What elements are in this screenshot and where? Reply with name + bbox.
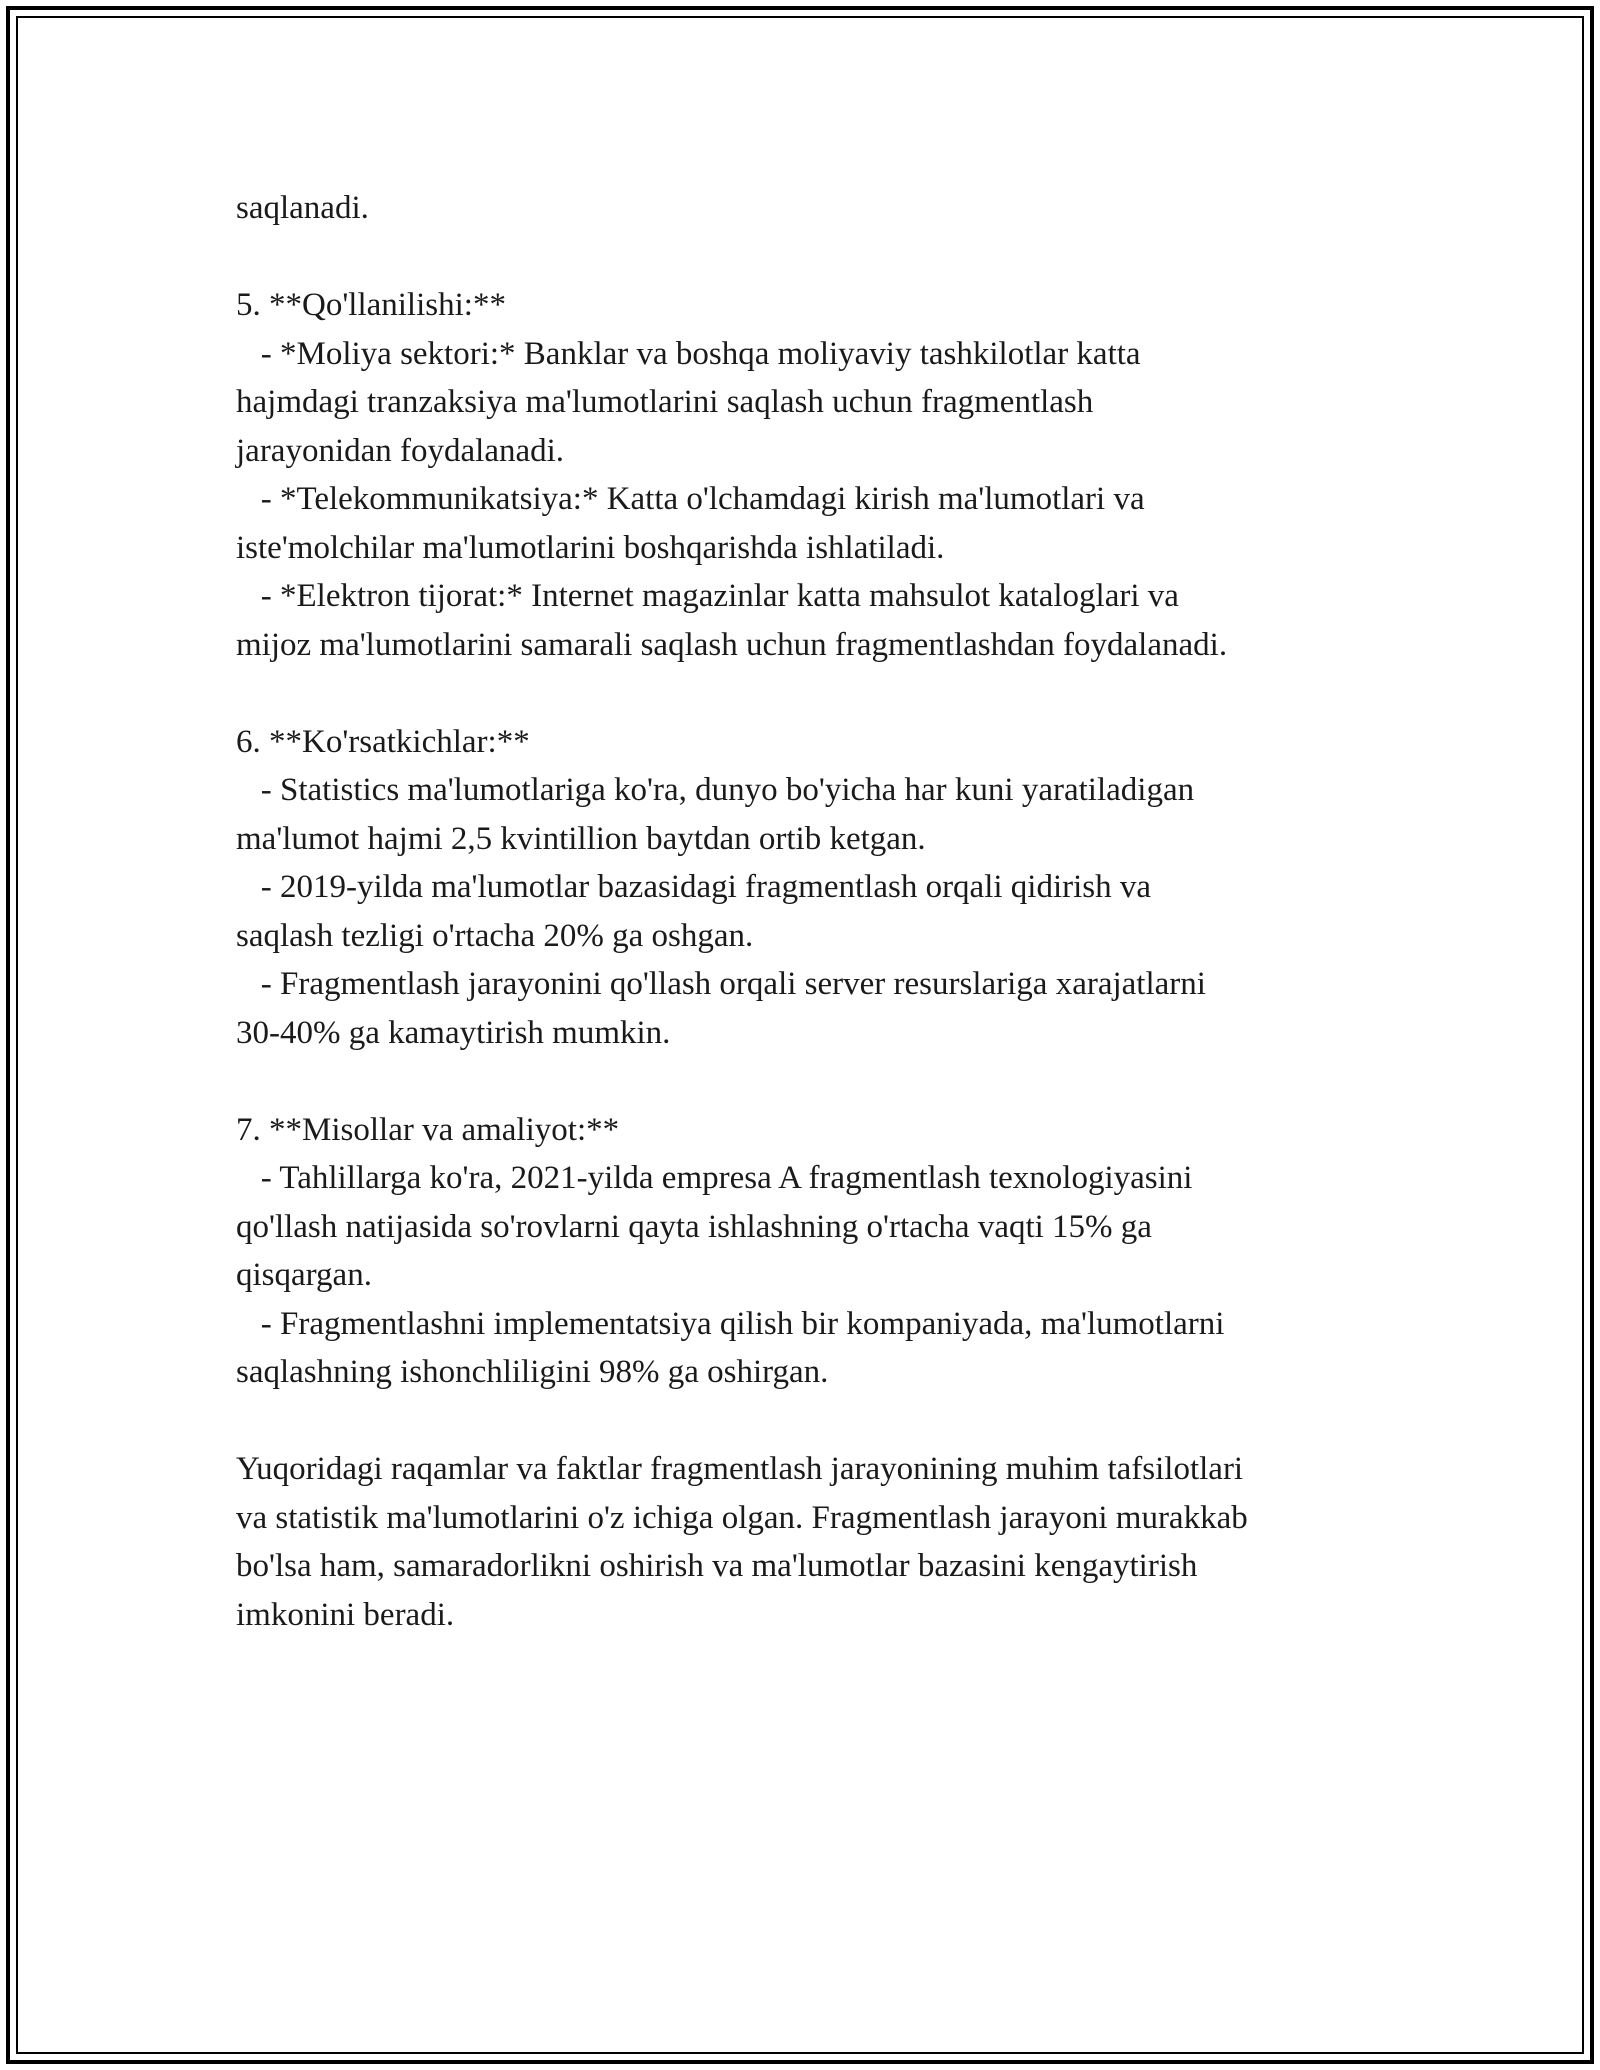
section-heading: 7. **Misollar va amaliyot:** [236,1111,620,1148]
text-line: Yuqoridagi raqamlar va faktlar fragmentlash jarayonining muhim tafsilotlari [236,1451,1244,1487]
text-line: - *Telekommunikatsiya:* Katta o'lchamdagi kirish ma'lumotlari va [236,481,1145,517]
text-line: imkonini beradi. [236,1596,455,1633]
text-line: bo'lsa ham, samaradorlikni oshirish va ma'lumotlar bazasini kengaytirish [236,1548,1198,1584]
section-indicators [236,718,1376,1058]
text-line: - Tahlillarga ko'ra, 2021-yilda empresa A fragmentlash texnologiyasini [236,1160,1193,1196]
section-heading: 6. **Ko'rsatkichlar:** [236,723,530,760]
section-heading: 5. **Qo'llanilishi:** [236,287,506,323]
text-line: ma'lumot hajmi 2,5 kvintillion baytdan ortib ketgan. [236,820,926,857]
text-line: saqlanadi. [236,190,369,226]
section-examples [236,1106,1376,1397]
text-line: jarayonidan foydalanadi. [236,432,565,469]
text-line: qisqargan. [236,1257,372,1293]
text-line: - Fragmentlash jarayonini qo'llash orqali server resurslariga xarajatlarni [236,966,1206,1002]
text-line: saqlash tezligi o'rtacha 20% ga oshgan. [236,917,754,954]
document-body [236,184,1376,1639]
text-line: va statistik ma'lumotlarini o'z ichiga olgan. Fragmentlash jarayoni murakkab [236,1499,1248,1536]
text-line: - 2019-yilda ma'lumotlar bazasidagi fragmentlash orqali qidirish va [236,869,1152,905]
text-line: mijoz ma'lumotlarini samarali saqlash uchun fragmentlashdan foydalanadi. [236,626,1228,663]
conclusion-paragraph [236,1445,1376,1639]
text-line: qo'llash natijasida so'rovlarni qayta ishlashning o'rtacha vaqti 15% ga [236,1208,1152,1245]
text-line: - *Elektron tijorat:* Internet magazinlar katta mahsulot kataloglari va [236,578,1179,614]
text-line: - Fragmentlashni implementatsiya qilish bir kompaniyada, ma'lumotlarni [236,1305,1225,1342]
text-line: iste'molchilar ma'lumotlarini boshqarishda ishlatiladi. [236,529,945,566]
text-line: - *Moliya sektori:* Banklar va boshqa moliyaviy tashkilotlar katta [236,335,1141,372]
text-line: 30-40% ga kamaytirish mumkin. [236,1014,671,1051]
text-line: saqlashning ishonchliligini 98% ga oshirgan. [236,1354,829,1390]
section-applications [236,281,1376,669]
text-line: hajmdagi tranzaksiya ma'lumotlarini saqlash uchun fragmentlash [236,384,1094,420]
text-line: - Statistics ma'lumotlariga ko'ra, dunyo bo'yicha har kuni yaratiladigan [236,772,1195,808]
